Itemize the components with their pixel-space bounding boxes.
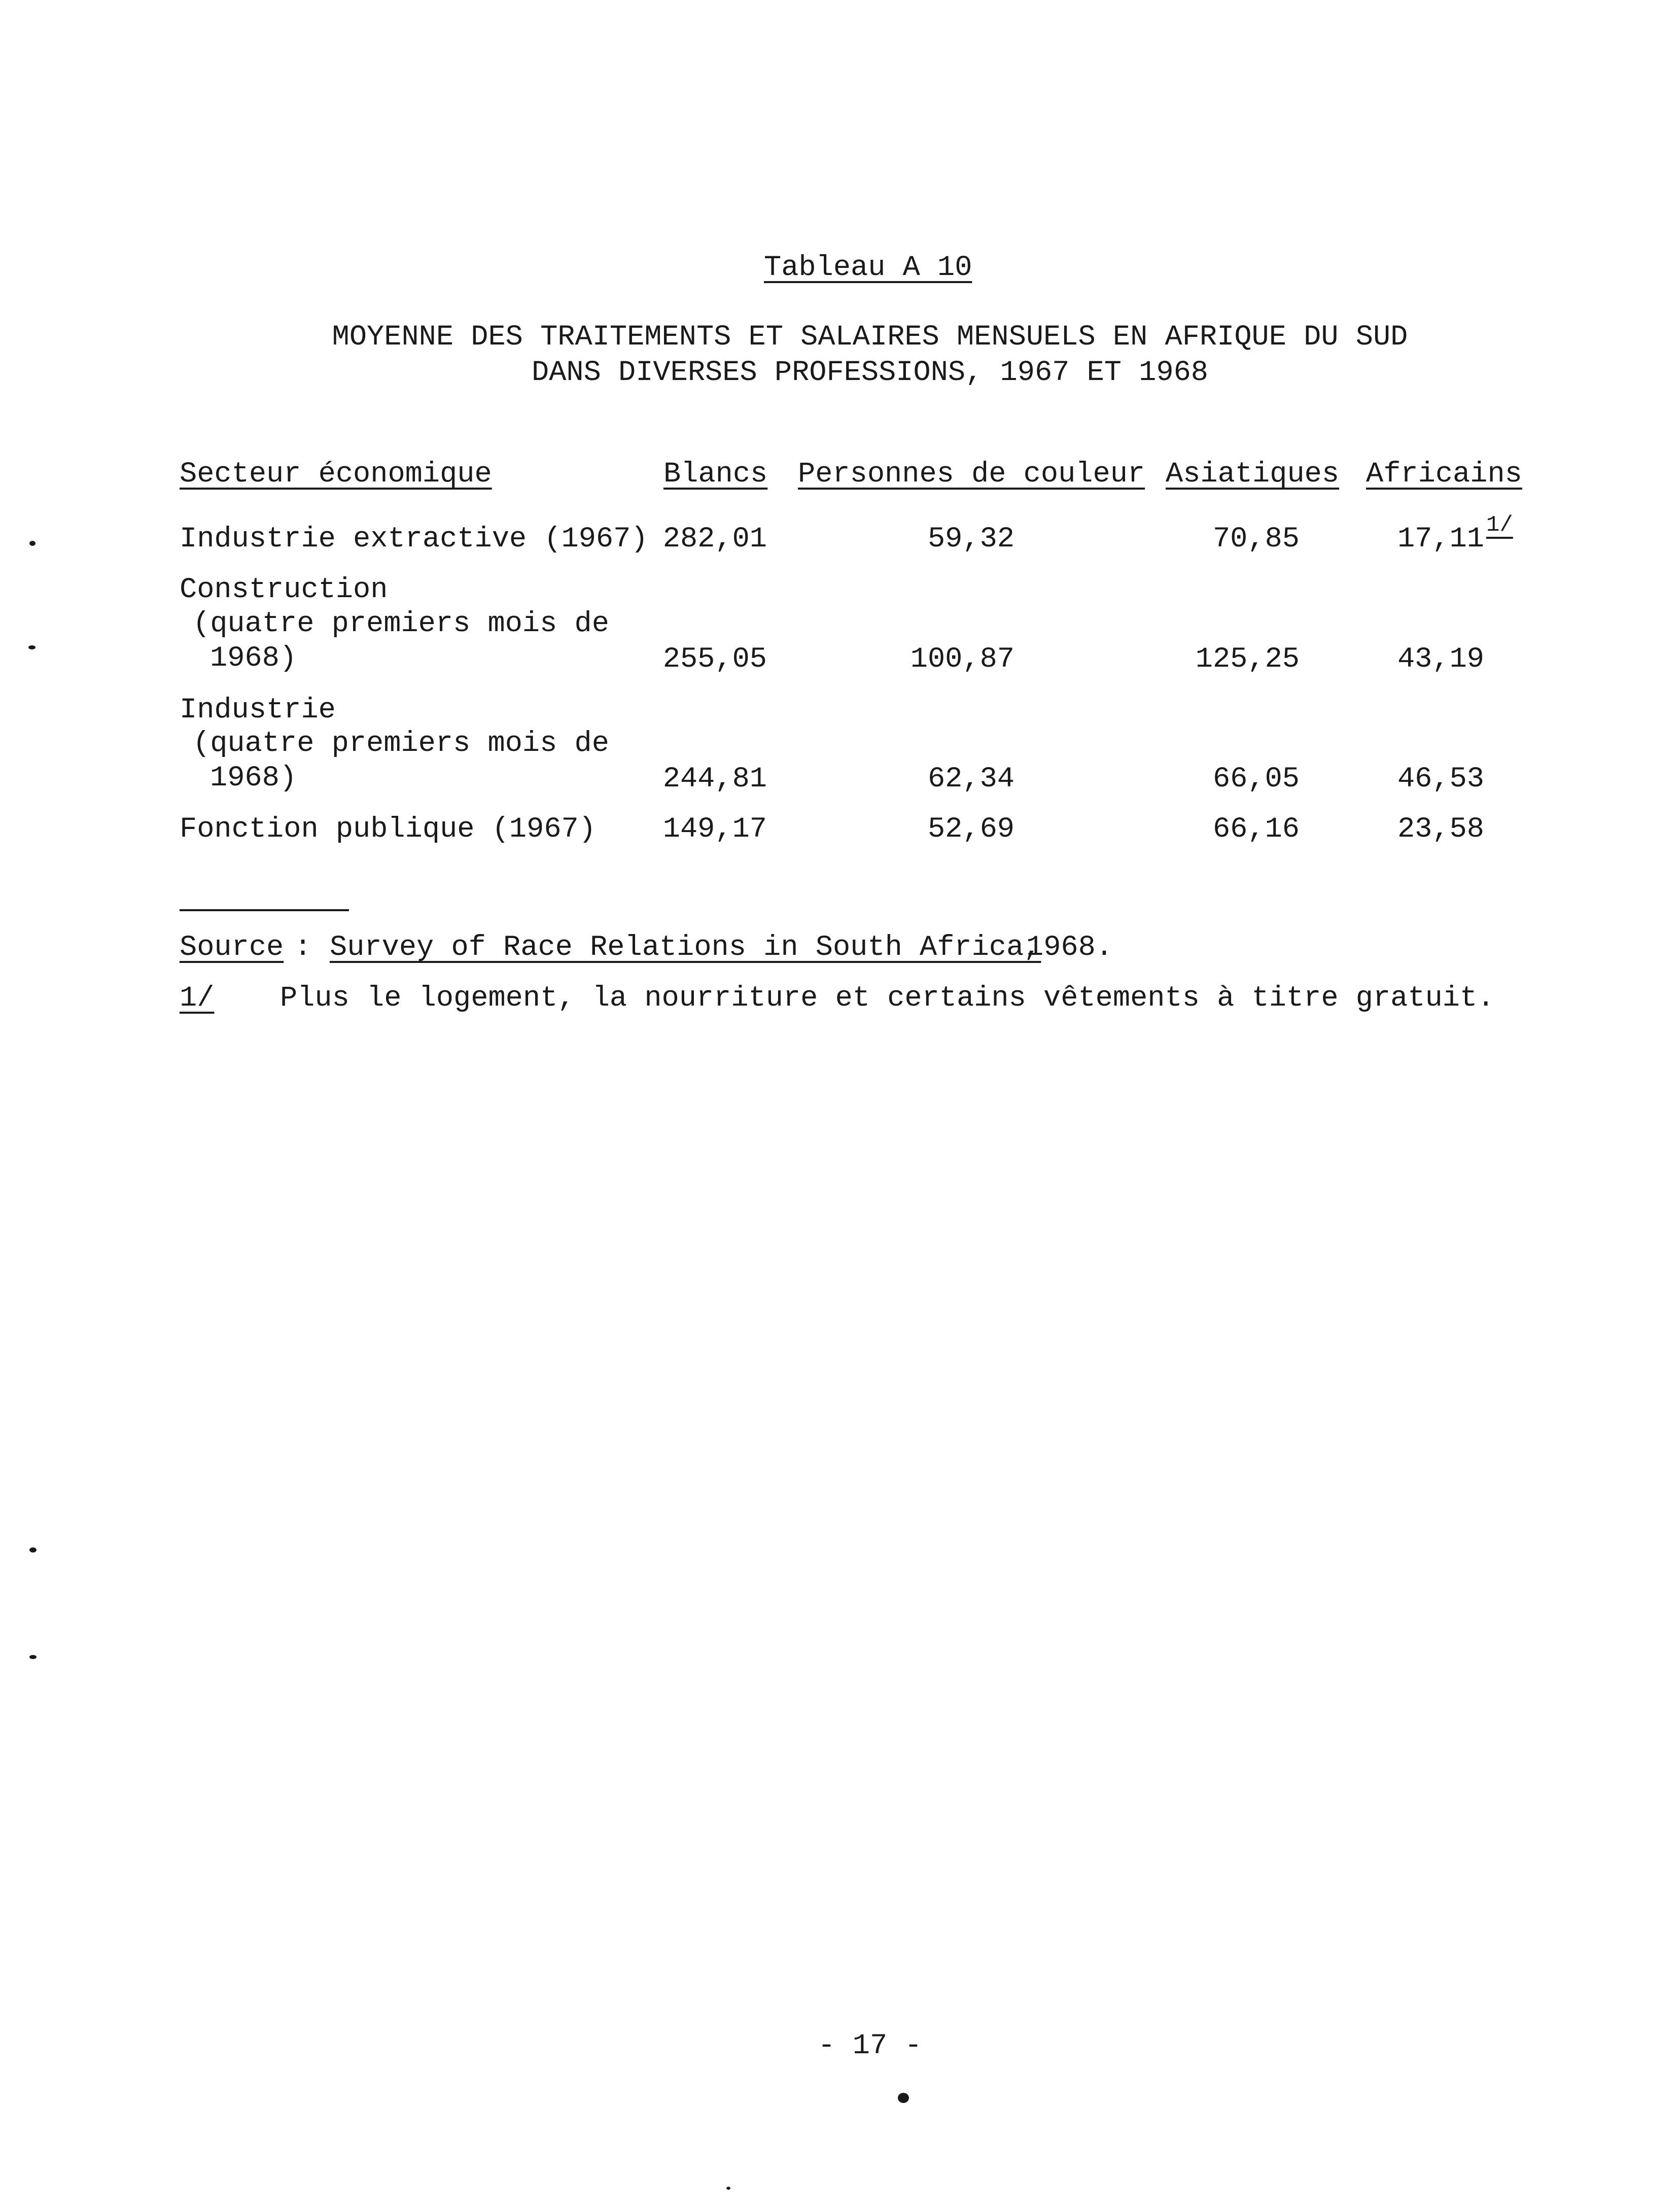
table-heading-line-2: DANS DIVERSES PROFESSIONS, 1967 ET 1968 — [531, 357, 1209, 389]
row-label-line: Construction — [180, 574, 388, 606]
cell-couleur: 62,34 — [927, 763, 1014, 796]
footnote-divider — [180, 909, 349, 911]
source-label: Source — [180, 932, 284, 964]
page-number: - 17 - — [818, 2030, 922, 2062]
scan-speck — [29, 1655, 37, 1659]
cell-couleur: 100,87 — [910, 643, 1014, 676]
source-colon: : — [294, 932, 312, 964]
row-label-line: (quatre premiers mois de — [193, 608, 609, 640]
column-header-africains: Africains — [1366, 458, 1522, 491]
cell-blancs: 149,17 — [662, 813, 767, 846]
row-label-line: 1968) — [210, 762, 297, 795]
row-label-line: (quatre premiers mois de — [193, 728, 609, 760]
scan-speck — [29, 541, 36, 546]
cell-couleur: 52,69 — [927, 813, 1014, 846]
table-heading-line-1: MOYENNE DES TRAITEMENTS ET SALAIRES MENSUELS EN AFRIQUE DU SUD — [332, 321, 1408, 354]
scan-speck — [726, 2187, 730, 2190]
cell-blancs: 282,01 — [662, 523, 767, 556]
footnote-text: Plus le logement, la nourriture et certains vêtements à titre gratuit. — [280, 982, 1495, 1015]
row-label-line: Industrie extractive (1967) — [180, 523, 648, 556]
row-label-line: 1968) — [210, 642, 297, 675]
source-title: Survey of Race Relations in South Africa, — [330, 932, 1041, 964]
row-label-line: Industrie — [180, 694, 336, 727]
cell-asiatiques: 70,85 — [1212, 523, 1300, 556]
cell-asiatiques: 66,16 — [1212, 813, 1300, 846]
scan-speck — [29, 1547, 37, 1552]
scan-speck — [898, 2093, 909, 2103]
column-header-couleur: Personnes de couleur — [798, 458, 1145, 491]
column-header-blancs: Blancs — [663, 458, 768, 491]
table-title: Tableau A 10 — [764, 252, 972, 284]
cell-blancs: 255,05 — [662, 643, 767, 676]
source-year: 1968. — [1026, 932, 1113, 964]
cell-asiatiques: 66,05 — [1212, 763, 1300, 796]
scan-speck — [28, 645, 36, 649]
column-header-sector: Secteur économique — [180, 458, 492, 491]
cell-africains: 43,19 — [1397, 643, 1484, 676]
cell-couleur: 59,32 — [927, 523, 1014, 556]
cell-asiatiques: 125,25 — [1195, 643, 1300, 676]
cell-africains: 46,53 — [1397, 763, 1484, 796]
cell-africains: 23,58 — [1397, 813, 1484, 846]
cell-blancs: 244,81 — [662, 763, 767, 796]
row-label-line: Fonction publique (1967) — [180, 813, 596, 846]
cell-africains: 17,11 — [1397, 523, 1484, 556]
column-header-asiatiques: Asiatiques — [1166, 458, 1340, 491]
footnote-reference: 1/ — [1486, 512, 1513, 538]
footnote-marker: 1/ — [180, 982, 215, 1015]
